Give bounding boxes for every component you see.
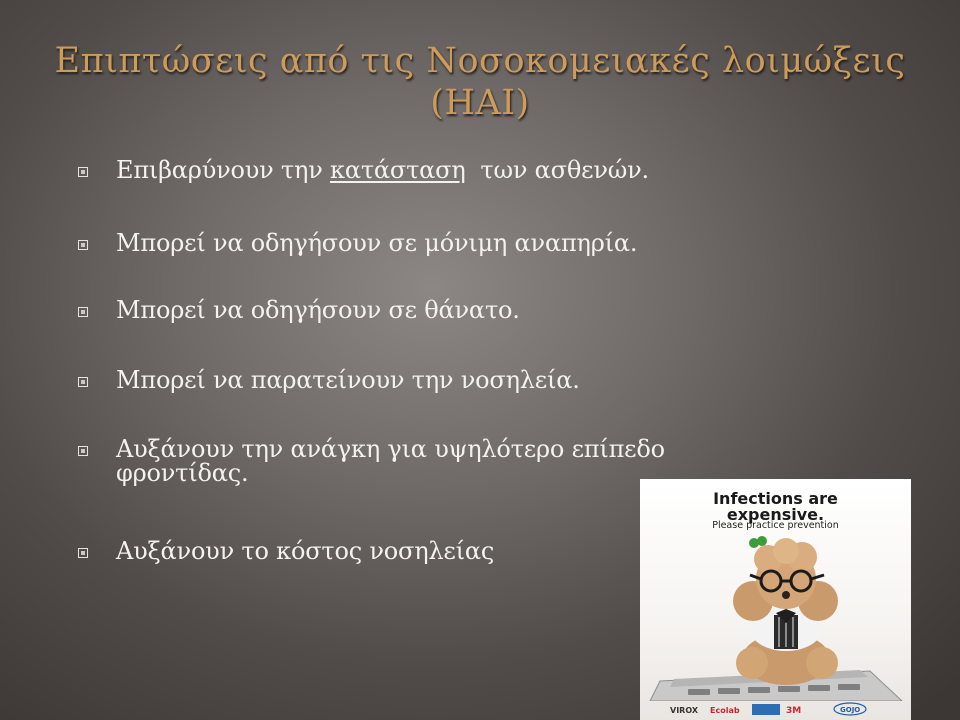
underlined-word: κατάσταση	[330, 156, 466, 184]
poster-headline-line-2: expensive.	[726, 505, 825, 524]
infection-poster-image	[640, 479, 911, 720]
poodle-with-calculator-illustration	[640, 531, 911, 701]
poster-headline	[640, 491, 911, 523]
slide-title-line-1: Επιπτώσεις από τις Νοσοκομειακές λοιμώξεις	[54, 41, 906, 81]
slide-title	[40, 40, 920, 124]
bullet-item	[78, 437, 728, 485]
virox-logo: VIROX	[670, 706, 699, 715]
poodle-icon	[733, 536, 838, 685]
poster-headline-line-1: Infections are	[713, 489, 838, 508]
bullet-text-part: Επιβαρύνουν την	[116, 156, 331, 184]
bullet-text	[116, 158, 728, 182]
square-bullet-icon	[78, 548, 88, 558]
bullet-text: Μπορεί να παρατείνουν την νοσηλεία.	[116, 366, 580, 394]
square-bullet-icon	[78, 307, 88, 317]
bullet-item	[78, 368, 728, 392]
bullet-item	[78, 298, 728, 322]
square-bullet-icon	[78, 446, 88, 456]
bullet-text: Αυξάνουν την ανάγκη για υψηλότερο επίπεδο φροντίδας.	[116, 435, 665, 487]
bullet-item	[78, 231, 728, 255]
bullet-text-part: των ασθενών.	[465, 156, 649, 184]
sponsor-logos	[640, 701, 911, 717]
square-bullet-icon	[78, 167, 88, 177]
ecolab-logo: Ecolab	[710, 706, 740, 715]
bullet-item	[78, 539, 728, 563]
bullet-text: Μπορεί να οδηγήσουν σε θάνατο.	[116, 296, 520, 324]
3m-logo: 3M	[786, 706, 802, 716]
bullet-item	[78, 158, 728, 182]
logo-block	[752, 704, 780, 715]
square-bullet-icon	[78, 377, 88, 387]
bullet-text: Μπορεί να οδηγήσουν σε μόνιμη αναπηρία.	[116, 229, 638, 257]
bullet-text: Αυξάνουν το κόστος νοσηλείας	[116, 537, 495, 565]
gojo-logo: GOJO	[840, 706, 861, 714]
square-bullet-icon	[78, 240, 88, 250]
slide-title-line-2: (HAI)	[430, 83, 530, 123]
poster-subline: Please practice prevention	[712, 520, 839, 531]
